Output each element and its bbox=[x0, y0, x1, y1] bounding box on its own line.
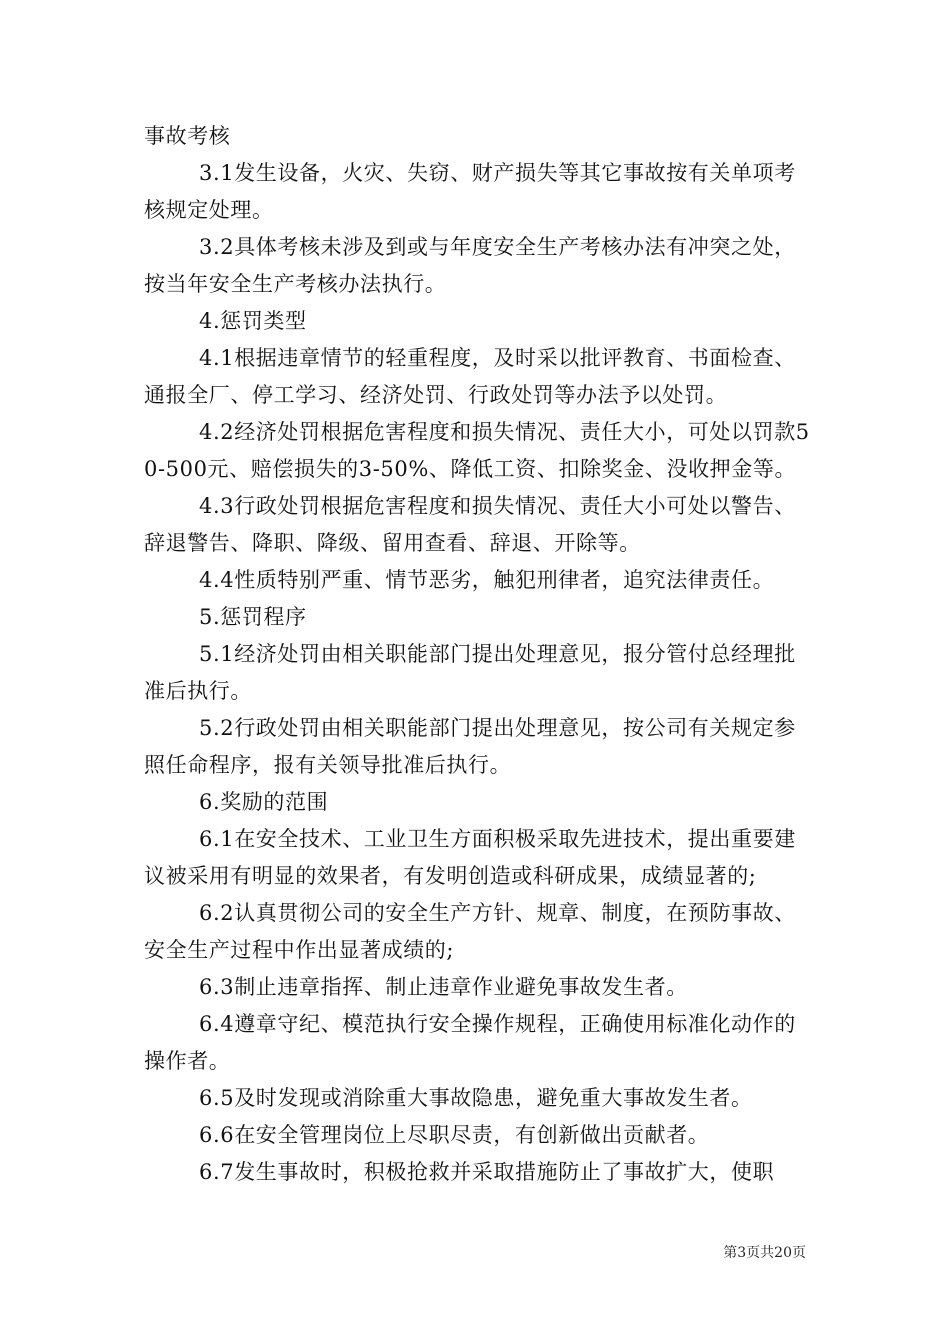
paragraph: 4.2经济处罚根据危害程度和损失情况、责任大小，可处以罚款50-500元、赔偿损失的3-50%、降低工资、扣除奖金、没收押金等。 bbox=[144, 420, 810, 481]
paragraph: 4.4性质特别严重、情节恶劣，触犯刑律者，追究法律责任。 bbox=[199, 568, 775, 592]
section-heading: 6.奖励的范围 bbox=[199, 790, 329, 814]
paragraph: 6.6在安全管理岗位上尽职尽责，有创新做出贡献者。 bbox=[199, 1123, 710, 1147]
section-heading: 4.惩罚类型 bbox=[199, 309, 307, 333]
paragraph: 6.2认真贯彻公司的安全生产方针、规章、制度，在预防事故、安全生产过程中作出显著成绩的; bbox=[144, 901, 796, 962]
paragraph: 5.1经济处罚由相关职能部门提出处理意见，报分管付总经理批准后执行。 bbox=[144, 642, 796, 703]
page-number-footer: 第3页共20页 bbox=[723, 1245, 806, 1261]
document-body bbox=[144, 118, 816, 1191]
paragraph: 6.4遵章守纪、模范执行安全操作规程，正确使用标准化动作的操作者。 bbox=[144, 1012, 796, 1073]
paragraph: 4.3行政处罚根据危害程度和损失情况、责任大小可处以警告、辞退警告、降职、降级、留用查看、辞退、开除等。 bbox=[144, 494, 796, 555]
paragraph: 6.3制止违章指挥、制止违章作业避免事故发生者。 bbox=[199, 975, 688, 999]
paragraph: 6.5及时发现或消除重大事故隐患，避免重大事故发生者。 bbox=[199, 1086, 753, 1110]
paragraph: 5.2行政处罚由相关职能部门提出处理意见，按公司有关规定参照任命程序，报有关领导批准后执行。 bbox=[144, 716, 796, 777]
paragraph-heading: 事故考核 bbox=[144, 124, 231, 148]
paragraph: 3.2具体考核未涉及到或与年度安全生产考核办法有冲突之处，按当年安全生产考核办法执行。 bbox=[144, 235, 796, 296]
paragraph: 4.1根据违章情节的轻重程度，及时采以批评教育、书面检查、通报全厂、停工学习、经济处罚、行政处罚等办法予以处罚。 bbox=[144, 346, 796, 407]
paragraph: 6.1在安全技术、工业卫生方面积极采取先进技术，提出重要建议被采用有明显的效果者，有发明创造或科研成果，成绩显著的; bbox=[144, 827, 796, 888]
paragraph: 3.1发生设备，火灾、失窃、财产损失等其它事故按有关单项考核规定处理。 bbox=[144, 161, 796, 222]
section-heading: 5.惩罚程序 bbox=[199, 605, 307, 629]
paragraph: 6.7发生事故时，积极抢救并采取措施防止了事故扩大，使职 bbox=[199, 1160, 775, 1184]
